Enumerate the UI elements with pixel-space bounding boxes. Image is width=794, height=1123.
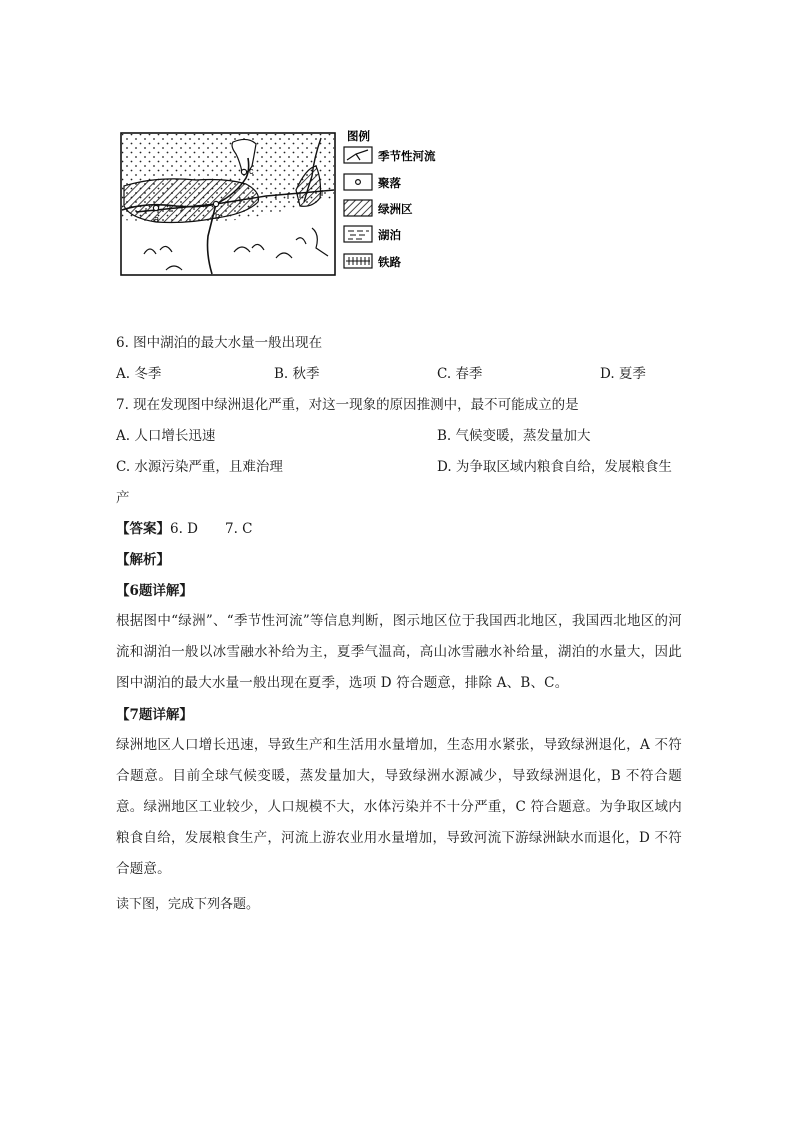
lake-icon	[344, 226, 372, 242]
answer-values: 6. D 7. C	[170, 521, 253, 537]
q6-option-b: B. 秋季	[274, 366, 320, 382]
q7-option-b: B. 气候变暖，蒸发量加大	[437, 428, 591, 444]
legend-label-settlement: 聚落	[378, 176, 401, 190]
q7-option-a: A. 人口增长迅速	[116, 428, 216, 444]
settlement-a	[153, 205, 158, 210]
detail6-label: 【6题详解】	[116, 583, 193, 599]
map-legend	[344, 129, 436, 269]
answer-label: 【答案】	[116, 521, 170, 537]
oasis-icon	[344, 200, 372, 216]
answer-line	[116, 520, 253, 538]
detail6-text: 根据图中“绿洲”、“季节性河流”等信息判断，图示地区位于我国西北地区，我国西北地区的河流和湖泊一般以冰雪融水补给为主，夏季气温高，高山冰雪融水补给量，湖泊的水量大，因此图中湖泊的最大水量一般出现在夏季，选项 D 符合题意，排除 A、B、C。	[116, 613, 682, 691]
legend-label-oasis: 绿洲区	[378, 202, 413, 216]
legend-label-lake: 湖泊	[378, 228, 401, 242]
oasis-map-figure	[116, 128, 466, 280]
q7-stem: 7. 现在发现图中绿洲退化严重，对这一现象的原因推测中，最不可能成立的是	[116, 397, 579, 413]
point-label-b: b	[215, 211, 221, 221]
detail7-label: 【7题详解】	[116, 707, 193, 723]
point-label-a: a	[154, 214, 160, 224]
q6-option-a: A. 冬季	[116, 366, 162, 382]
detail7-text: 绿洲地区人口增长迅速，导致生产和生活用水量增加，生态用水紧张，导致绿洲退化，A 不符合题意。目前全球气候变暖，蒸发量加大，导致绿洲水源减少，导致绿洲退化，B 不符合题意。绿洲地区工业较少，人口规模不大，水体污染并不十分严重，C 符合题意。为争取区域内粮食自给，发展粮食生产，河流上游农业用水量增加，导致河流下游绿洲缺水而退化，D 不符合题意。	[116, 737, 682, 877]
settlement-c	[241, 169, 246, 174]
analysis-label: 【解析】	[116, 552, 170, 568]
q6-option-d: D. 夏季	[600, 366, 646, 382]
seasonal-river-icon	[344, 147, 372, 163]
settlement-b	[213, 201, 218, 206]
q6-option-c: C. 春季	[437, 366, 483, 382]
q7-option-d-continued: 产	[116, 490, 130, 506]
q7-option-d: D. 为争取区域内粮食自给，发展粮食生	[437, 459, 672, 475]
q6-stem: 6. 图中湖泊的最大水量一般出现在	[116, 335, 323, 351]
next-section-intro: 读下图，完成下列各题。	[116, 897, 260, 912]
q7-option-c: C. 水源污染严重，且难治理	[116, 459, 283, 475]
point-label-c: c	[249, 166, 254, 176]
legend-label-seasonal-river: 季节性河流	[378, 149, 436, 163]
legend-label-railway: 铁路	[378, 255, 401, 269]
legend-title: 图例	[347, 129, 370, 143]
